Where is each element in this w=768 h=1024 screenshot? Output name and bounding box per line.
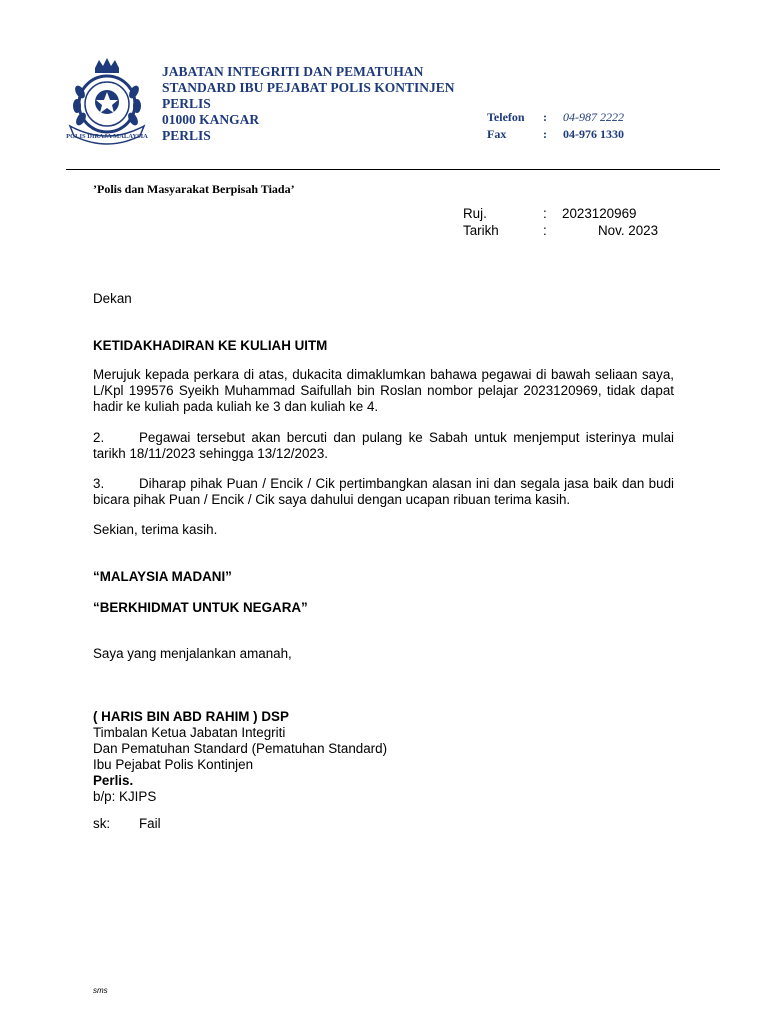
fax-separator: :	[543, 127, 547, 141]
telefon-label: Telefon	[487, 110, 525, 124]
signatory-title-line: Dan Pematuhan Standard (Pematuhan Standard)	[93, 741, 388, 756]
dept-line: PERLIS	[162, 128, 211, 143]
signatory-name: ( HARIS BIN ABD RAHIM ) DSP	[93, 709, 289, 724]
tarikh-label: Tarikh	[463, 223, 499, 238]
slogan-berkhidmat: “BERKHIDMAT UNTUK NEGARA”	[93, 600, 308, 615]
header-divider	[66, 169, 720, 170]
tarikh-value: Nov. 2023	[598, 223, 659, 238]
paragraph-text: Pegawai tersebut akan bercuti dan pulang ke Sabah untuk menjemput isterinya mulai tarikh 18/11/2023 sehingga 13/12/2023.	[93, 430, 674, 461]
recipient: Dekan	[93, 291, 132, 306]
signatory-title-line: Perlis.	[93, 773, 134, 788]
police-crest-logo	[66, 54, 148, 146]
signoff: Saya yang menjalankan amanah,	[93, 646, 292, 661]
paragraph-number: 2.	[93, 430, 105, 445]
fax-value: 04-976 1330	[563, 127, 624, 141]
dept-line: JABATAN INTEGRITI DAN PEMATUHAN	[162, 64, 424, 79]
fax-row	[487, 127, 624, 142]
reference-row	[463, 206, 636, 221]
telefon-row	[487, 110, 624, 125]
department-address	[162, 64, 455, 144]
date-row	[463, 223, 658, 238]
signatory-title-line: Timbalan Ketua Jabatan Integriti	[93, 725, 286, 740]
svg-text:POLIS DIRAJA MALAYSIA: POLIS DIRAJA MALAYSIA	[66, 133, 148, 140]
cc-row	[93, 816, 161, 832]
paragraph-2	[93, 430, 674, 462]
paragraph-number: 3.	[93, 476, 105, 491]
signatory-behalf: b/p: KJIPS	[93, 789, 157, 804]
fax-label: Fax	[487, 127, 507, 141]
ruj-separator: :	[543, 206, 547, 221]
tarikh-separator: :	[543, 223, 547, 238]
slogan-malaysia-madani: “MALAYSIA MADANI”	[93, 569, 232, 584]
dept-line: STANDARD IBU PEJABAT POLIS KONTINJEN	[162, 80, 455, 95]
paragraph-text: Diharap pihak Puan / Encik / Cik pertimbangkan alasan ini dan segala jasa baik dan budi bicara pihak Puan / Encik / Cik saya dahului dengan ucapan ribuan terima kasih.	[93, 476, 674, 507]
subject-heading: KETIDAKHADIRAN KE KULIAH UITM	[93, 338, 328, 353]
cc-label: sk:	[93, 816, 111, 831]
telefon-separator: :	[543, 110, 547, 124]
telefon-value: 04-987 2222	[563, 110, 624, 124]
ruj-value: 2023120969	[562, 206, 637, 221]
cc-value: Fail	[139, 816, 161, 831]
ruj-label: Ruj.	[463, 206, 487, 221]
paragraph-3	[93, 476, 674, 508]
footer-initials: sms	[93, 986, 108, 995]
signature-block	[93, 709, 387, 805]
dept-line: 01000 KANGAR	[162, 112, 260, 127]
paragraph-1: Merujuk kepada perkara di atas, dukacita dimaklumkan bahawa pegawai di bawah seliaan saya, L/Kpl 199576 Syeikh Muhammad Saifullah bin Roslan nombor pelajar 2023120969, tidak dapat hadir ke kuliah pada kuliah ke 3 dan kuliah ke 4.	[93, 367, 674, 414]
dept-line: PERLIS	[162, 96, 211, 111]
motto: ’Polis dan Masyarakat Berpisah Tiada’	[93, 182, 295, 196]
closing-line: Sekian, terima kasih.	[93, 522, 218, 537]
signatory-title-line: Ibu Pejabat Polis Kontinjen	[93, 757, 254, 772]
